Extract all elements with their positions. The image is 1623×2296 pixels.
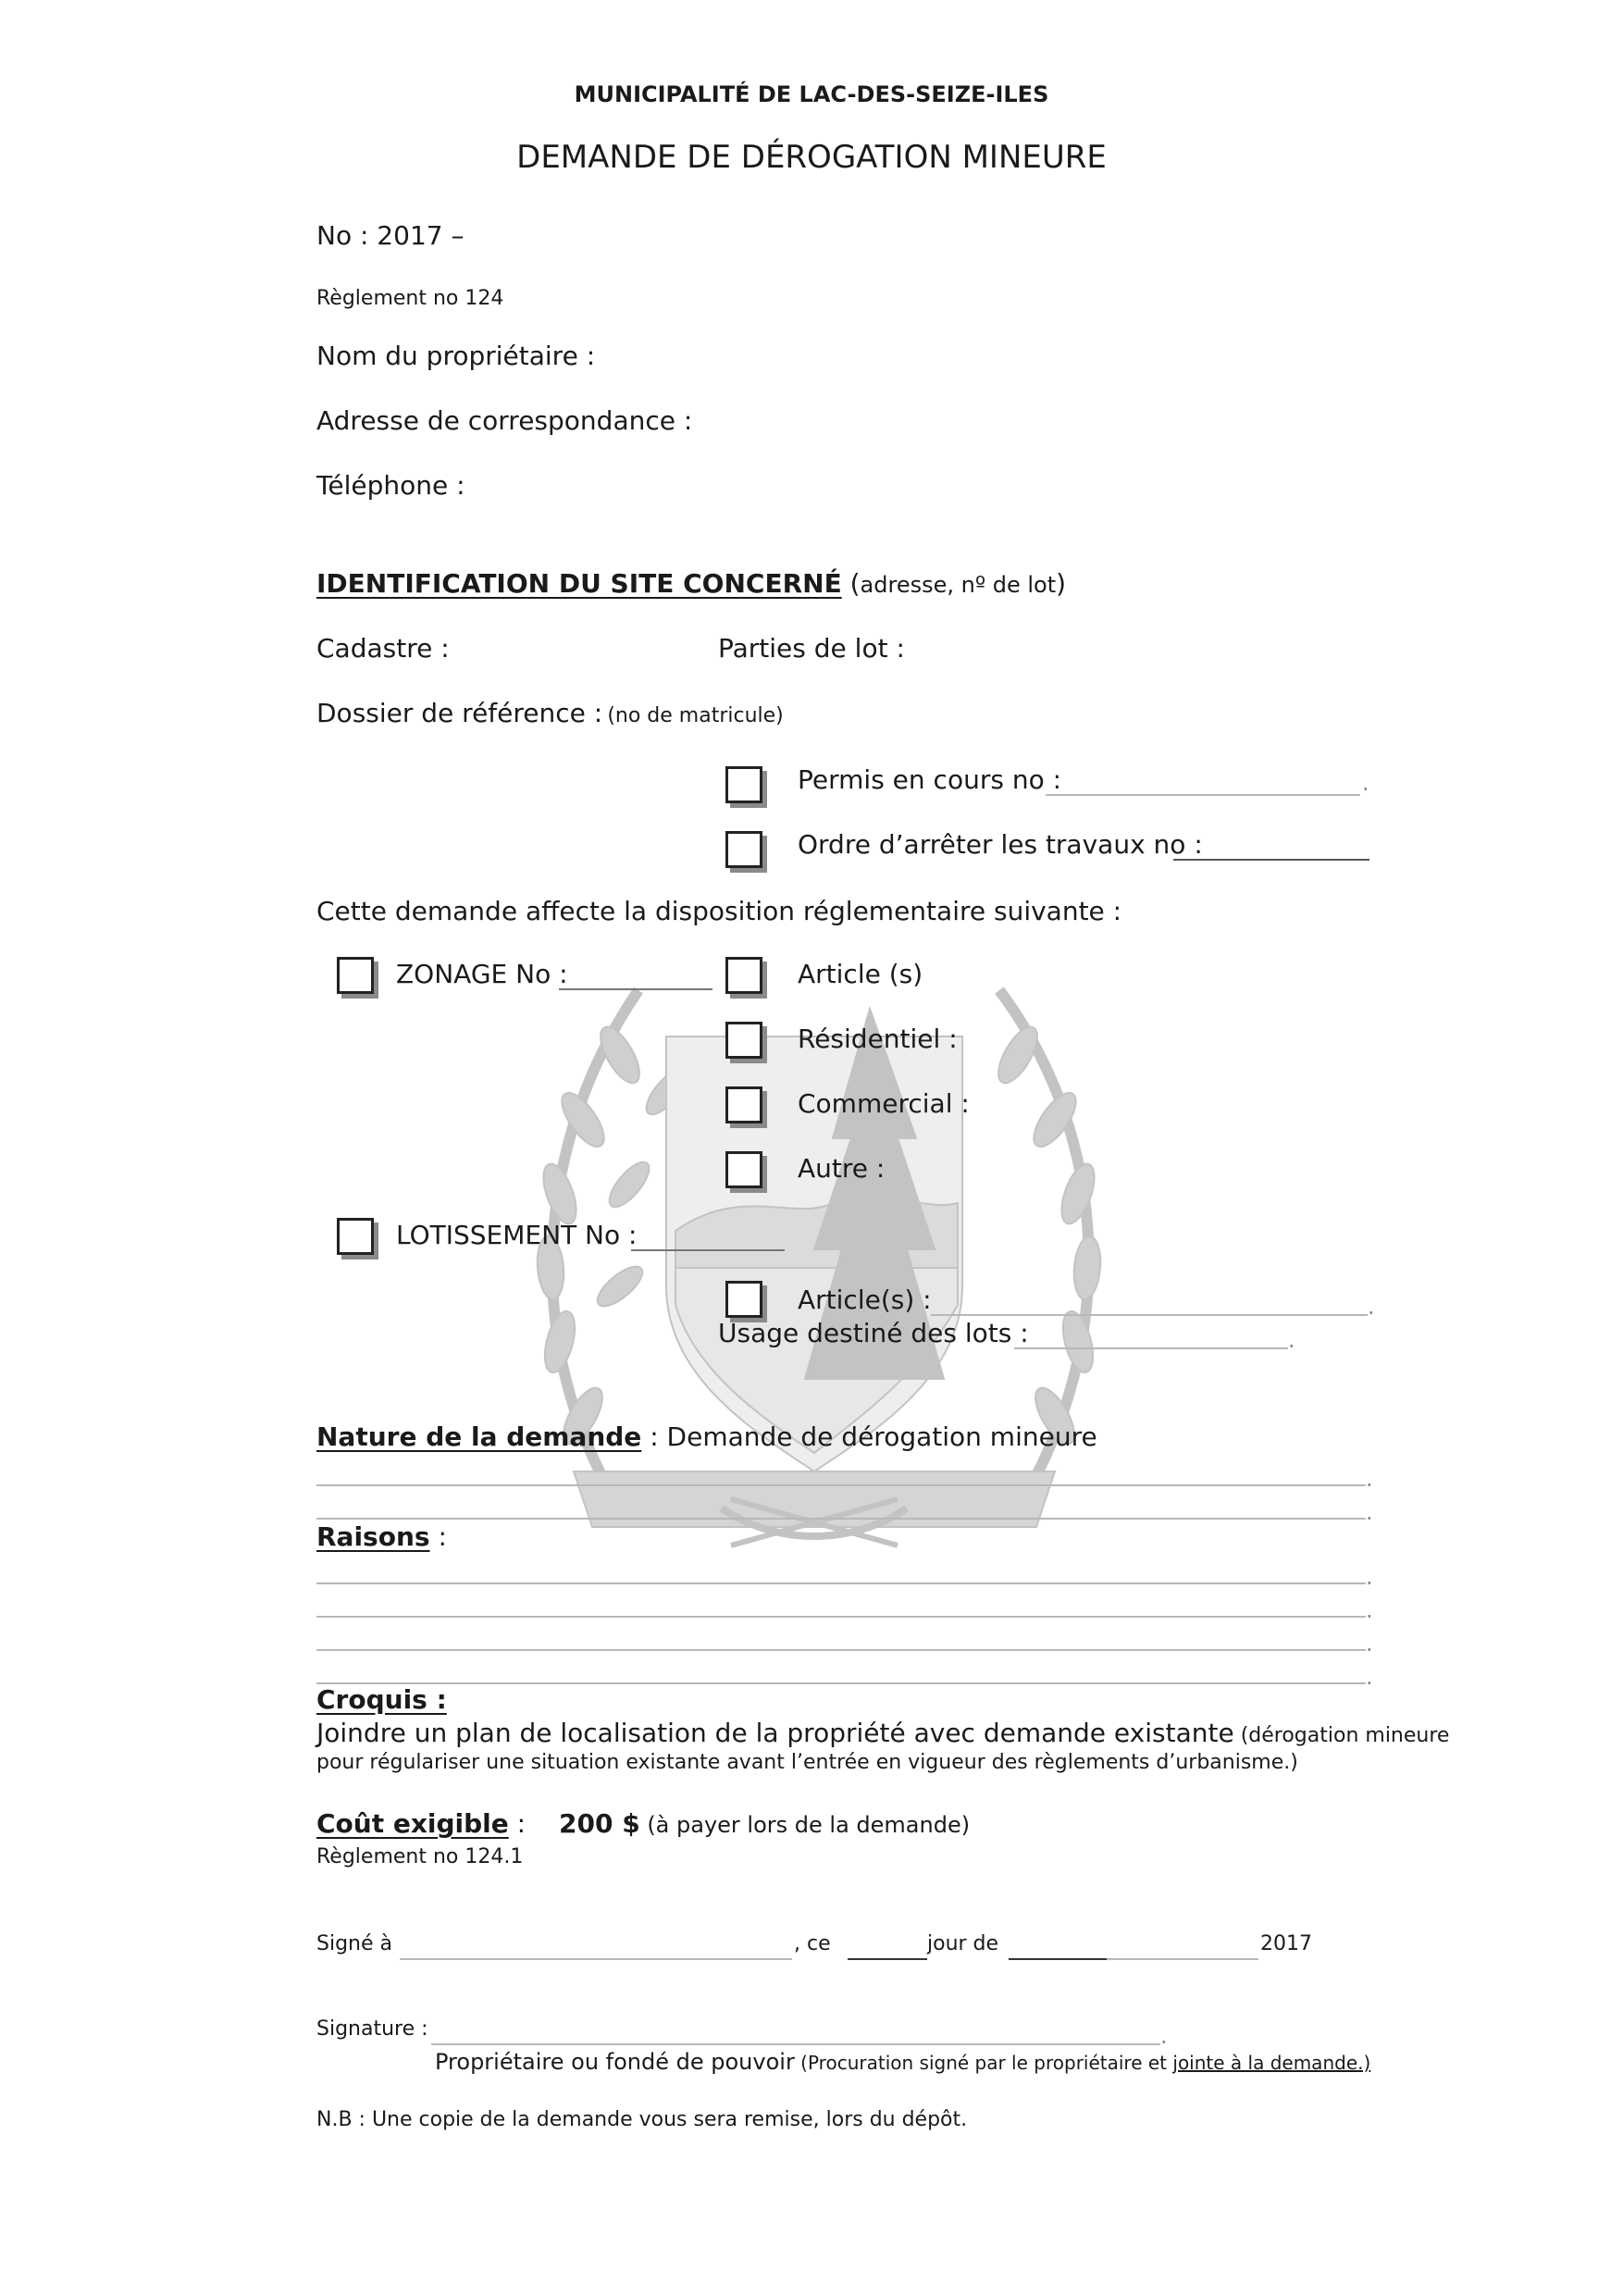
owner-name-label: Nom du propriétaire : [316,341,596,371]
reasons-dot-3: . [1366,1631,1373,1657]
reasons-dot-1: . [1366,1564,1373,1590]
reasons-heading: Raisons [316,1521,430,1552]
sketch-heading: Croquis : [316,1684,447,1715]
provision-label: Cette demande affecte la disposition réglementaire suivante : [316,896,1122,926]
sketch-note-2: pour régulariser une situation existante avant l’entrée en vigueur des règlements d’urbanisme.) [316,1751,1298,1774]
commercial-label: Commercial : [798,1088,970,1119]
articles-checkbox[interactable] [725,1281,762,1318]
reference-note: (no de matricule) [607,704,784,727]
reasons-colon: : [429,1521,447,1552]
day-field[interactable] [848,1958,927,1960]
articles-label: Article(s) : [798,1285,932,1315]
signed-at-field[interactable] [400,1958,792,1960]
site-heading-row [316,568,1066,599]
reasons-line-2[interactable] [316,1616,1366,1618]
cost-amount: 200 $ [559,1808,640,1839]
stop-order-number-field[interactable] [1173,859,1369,861]
nature-dot-2: . [1366,1499,1373,1525]
signed-at-label: Signé à [316,1932,392,1955]
signature-dot: . [1160,2023,1168,2049]
article-label: Article (s) [798,959,923,989]
bylaw-label: Règlement no 124 [316,287,504,310]
site-heading: IDENTIFICATION DU SITE CONCERNÉ [316,568,842,599]
subdivision-number-field[interactable] [631,1249,785,1251]
reasons-row [316,1521,447,1552]
municipality-name: MUNICIPALITÉ DE LAC-DES-SEIZE-ILES [574,81,1049,107]
month-field[interactable] [1009,1958,1107,1960]
month-field-ext [1107,1958,1258,1960]
reasons-dot-4: . [1366,1664,1373,1690]
residential-label: Résidentiel : [798,1024,958,1054]
cost-colon: : [508,1808,527,1839]
residential-checkbox[interactable] [725,1022,762,1059]
reference-row [316,698,784,728]
nature-line-1[interactable] [316,1484,1366,1486]
sketch-text: Joindre un plan de localisation de la propriété avec demande existante [316,1718,1234,1748]
nature-line-2[interactable] [316,1518,1366,1520]
site-heading-note: adresse, nº de lot [860,572,1057,598]
cost-row [316,1808,526,1839]
nb-note: N.B : Une copie de la demande vous sera remise, lors du dépôt. [316,2108,968,2131]
cost-amount-row [559,1808,970,1839]
permit-number-field[interactable] [1046,794,1360,796]
site-heading-paren-close: ) [1056,568,1067,599]
nature-heading: Nature de la demande [316,1421,642,1452]
articles-field[interactable] [931,1314,1368,1316]
stop-order-checkbox[interactable] [725,831,762,868]
cadastre-label: Cadastre : [316,633,450,664]
owner-row [435,2049,1370,2075]
owner-note-b: jointe à la demande.) [1172,2052,1371,2074]
reasons-line-3[interactable] [316,1649,1366,1651]
zoning-label: ZONAGE No : [396,959,568,989]
zoning-number-field[interactable] [559,988,712,990]
signature-label: Signature : [316,2017,428,2041]
site-heading-paren-open: ( [841,568,861,599]
nature-text: : Demande de dérogation mineure [641,1421,1097,1452]
zoning-checkbox[interactable] [337,957,374,994]
articles-dot: . [1368,1294,1375,1320]
day-of-label: jour de [927,1932,999,1955]
cost-bylaw: Règlement no 124.1 [316,1845,524,1868]
form-title: DEMANDE DE DÉROGATION MINEURE [516,139,1107,176]
phone-label: Téléphone : [316,470,465,501]
nature-dot-1: . [1366,1466,1373,1492]
nature-row [316,1421,1097,1452]
signature-field[interactable] [431,2043,1160,2045]
cost-heading: Coût exigible [316,1808,509,1839]
lot-use-dot: . [1288,1327,1295,1353]
lot-use-field[interactable] [1014,1347,1288,1349]
cost-note: (à payer lors de la demande) [639,1812,971,1838]
reference-label: Dossier de référence : [316,698,603,728]
stop-order-label: Ordre d’arrêter les travaux no : [798,829,1203,860]
subdivision-label: LOTISSEMENT No : [396,1220,638,1250]
permit-checkbox[interactable] [725,766,762,803]
ce-label: , ce [794,1932,831,1955]
sketch-note-1: (dérogation mineure [1233,1724,1450,1747]
article-checkbox[interactable] [725,957,762,994]
permit-label: Permis en cours no : [798,764,1062,795]
owner-note-a: (Procuration signé par le propriétaire et [794,2052,1173,2074]
lot-use-label: Usage destiné des lots : [718,1318,1029,1348]
lot-parts-label: Parties de lot : [718,633,905,664]
other-label: Autre : [798,1153,886,1184]
subdivision-checkbox[interactable] [337,1218,374,1255]
sketch-row [316,1718,1449,1748]
other-checkbox[interactable] [725,1151,762,1188]
year-label: 2017 [1260,1932,1312,1955]
commercial-checkbox[interactable] [725,1086,762,1123]
reasons-dot-2: . [1366,1597,1373,1623]
owner-text: Propriétaire ou fondé de pouvoir [435,2049,795,2075]
reasons-line-1[interactable] [316,1582,1366,1584]
permit-dot: . [1362,770,1369,796]
request-number-label: No : 2017 – [316,220,465,251]
mailing-address-label: Adresse de correspondance : [316,405,693,436]
reasons-line-4[interactable] [316,1682,1366,1684]
